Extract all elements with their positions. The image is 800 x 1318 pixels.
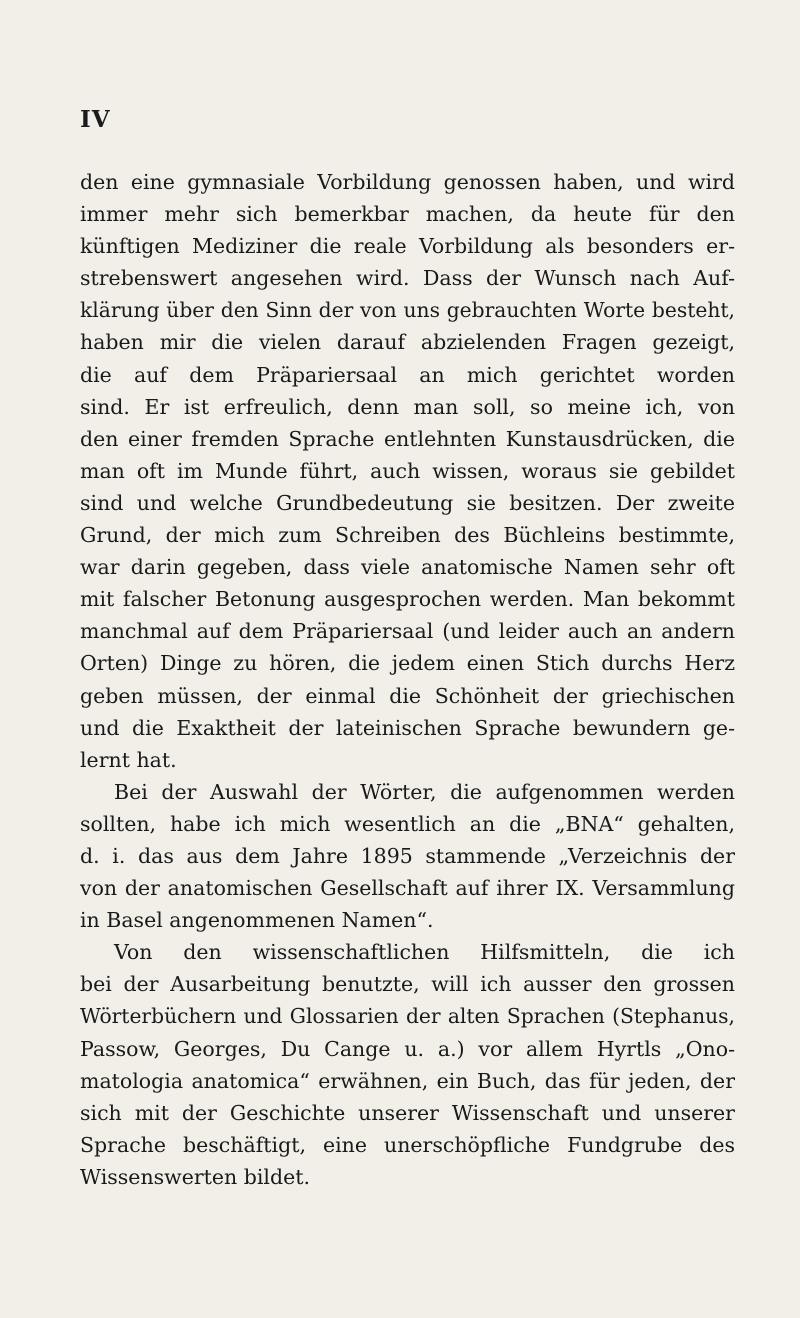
text-line: strebenswert angesehen wird. Dass der Wunsch nach Auf- <box>80 266 735 291</box>
text-line: manchmal auf dem Präpariersaal (und leider auch an andern <box>80 619 735 644</box>
text-line: bei der Ausarbeitung benutzte, will ich ausser den grossen <box>80 972 735 997</box>
text-line: Orten) Dinge zu hören, die jedem einen Stich durchs Herz <box>80 651 735 676</box>
text-line: Grund, der mich zum Schreiben des Büchleins bestimmte, <box>80 523 735 548</box>
text-line: geben müssen, der einmal die Schönheit der griechischen <box>80 683 735 708</box>
text-line: Sprache beschäftigt, eine unerschöpfliche Fundgrube des <box>80 1132 735 1157</box>
text-line: sollten, habe ich mich wesentlich an die „BNA“ gehalten, <box>80 811 735 836</box>
text-line: künftigen Mediziner die reale Vorbildung als besonders er- <box>80 234 735 259</box>
text-line: den eine gymnasiale Vorbildung genossen haben, und wird <box>80 170 735 194</box>
text-line: Wörterbüchern und Glossarien der alten Sprachen (Stephanus, <box>80 1004 735 1029</box>
text-line: Wissenswerten bildet. <box>80 1164 310 1189</box>
text-line: Von den wissenschaftlichen Hilfsmitteln, die ich <box>114 940 735 965</box>
text-line: Passow, Georges, Du Cange u. a.) vor allem Hyrtls „Ono- <box>80 1036 735 1061</box>
text-line: war darin gegeben, dass viele anatomische Namen sehr oft <box>80 555 735 580</box>
text-line: und die Exaktheit der lateinischen Sprache bewundern ge- <box>80 715 735 740</box>
text-line: Bei der Auswahl der Wörter, die aufgenommen werden <box>114 779 735 804</box>
text-line: sich mit der Geschichte unserer Wissenschaft und unserer <box>80 1100 735 1125</box>
text-line: den einer fremden Sprache entlehnten Kunstausdrücken, die <box>80 426 735 451</box>
text-line: in Basel angenommenen Namen“. <box>80 908 434 933</box>
text-line: matologia anatomica“ erwähnen, ein Buch, das für jeden, der <box>80 1068 735 1093</box>
text-line: lernt hat. <box>80 747 177 772</box>
page-number: IV <box>80 106 111 133</box>
body-text <box>80 166 735 1193</box>
text-line: d. i. das aus dem Jahre 1895 stammende „Verzeichnis der <box>80 843 735 868</box>
text-line: sind und welche Grundbedeutung sie besitzen. Der zweite <box>80 490 735 515</box>
text-line: klärung über den Sinn der von uns gebrauchten Worte besteht, <box>80 298 735 323</box>
text-line: die auf dem Präpariersaal an mich gerichtet worden <box>80 362 735 387</box>
text-line: man oft im Munde führt, auch wissen, woraus sie gebildet <box>80 458 735 483</box>
text-line: immer mehr sich bemerkbar machen, da heute für den <box>80 202 735 227</box>
text-line: sind. Er ist erfreulich, denn man soll, so meine ich, von <box>80 394 735 419</box>
text-line: haben mir die vielen darauf abzielenden Fragen gezeigt, <box>80 330 735 355</box>
text-line: von der anatomischen Gesellschaft auf ihrer IX. Versammlung <box>80 876 735 901</box>
text-line: mit falscher Betonung ausgesprochen werden. Man bekommt <box>80 587 735 612</box>
